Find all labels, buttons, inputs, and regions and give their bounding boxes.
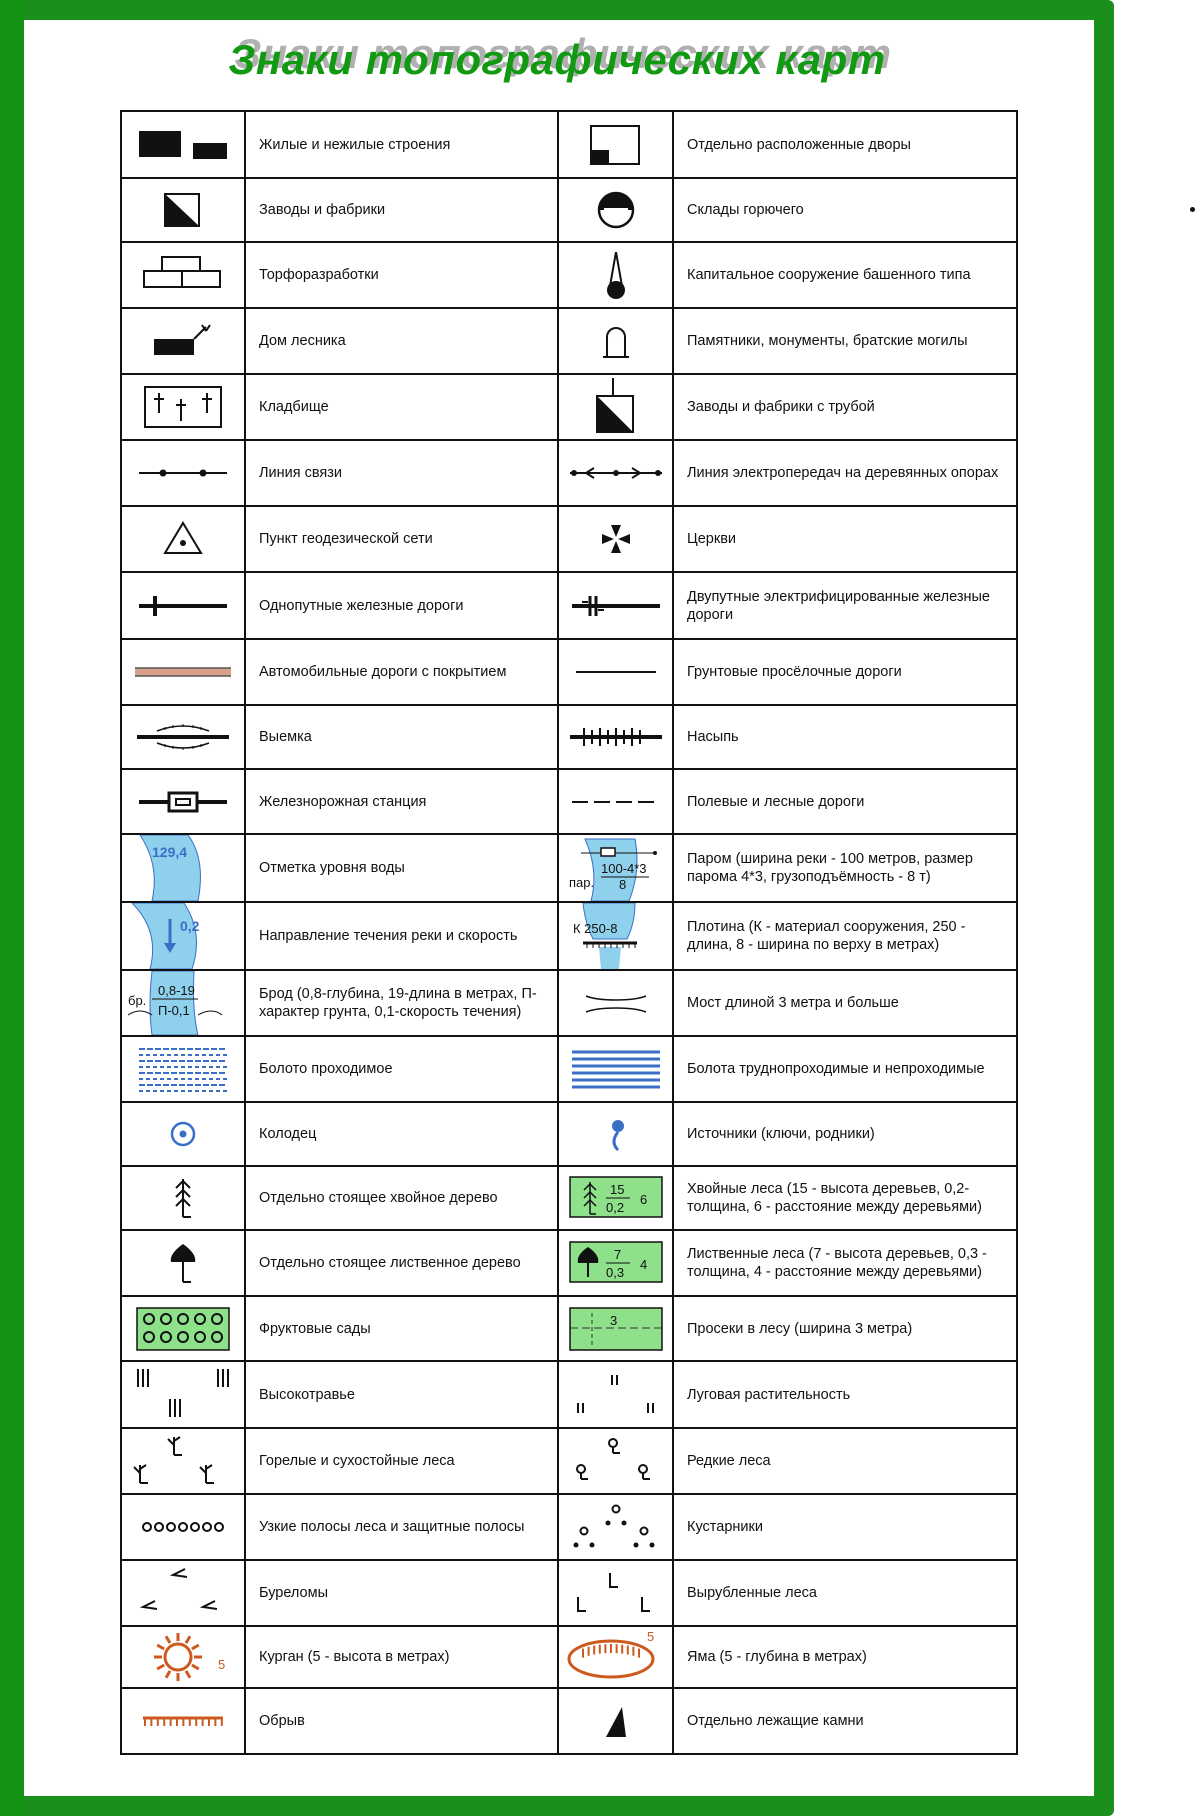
legend-label: [673, 834, 1017, 902]
legend-label: [673, 1166, 1017, 1230]
legend-label-text: Источники (ключи, родники): [687, 1126, 875, 1142]
legend-label: [245, 308, 558, 374]
legend-label: [673, 111, 1017, 178]
legend-label: [673, 1102, 1017, 1166]
forest-clearing-icon: [558, 1296, 673, 1361]
legend-label: [245, 1626, 558, 1688]
legend-label: [245, 1688, 558, 1754]
legend-label: [673, 506, 1017, 572]
single-railway-icon: [121, 572, 245, 639]
legend-row: [121, 902, 1017, 970]
legend-label-text: Выемка: [259, 729, 312, 745]
legend-label: [245, 639, 558, 705]
legend-label: [245, 178, 558, 242]
legend-label: [245, 834, 558, 902]
legend-row: [121, 1626, 1017, 1688]
legend-row: [121, 1361, 1017, 1428]
legend-label-text: Колодец: [259, 1126, 317, 1142]
legend-label-text: Болото проходимое: [259, 1061, 393, 1077]
symbol-annotation: 5: [646, 1629, 654, 1644]
legend-label-text: Полевые и лесные дороги: [687, 793, 865, 810]
legend-label-text: Капитальное сооружение башенного типа: [687, 267, 971, 283]
legend-row: [121, 1230, 1017, 1296]
legend-label-text: Высокотравье: [259, 1386, 355, 1403]
legend-label-text: Луговая растительность: [687, 1386, 851, 1403]
page-title: Знаки топографических карт: [228, 36, 886, 83]
legend-label-text: Грунтовые просёлочные дороги: [687, 664, 902, 680]
cut-forest-icon: [558, 1560, 673, 1626]
sparse-forest-icon: [558, 1428, 673, 1494]
legend-label: [673, 1560, 1017, 1626]
legend-label: [245, 242, 558, 308]
legend-row: [121, 374, 1017, 440]
monument-icon: [558, 308, 673, 374]
legend-label-text: Жилые и нежилые строения: [259, 136, 451, 153]
symbol-annotation: 0,8-19: [158, 983, 195, 998]
field-road-icon: [558, 769, 673, 834]
church-icon: [558, 506, 673, 572]
legend-row: [121, 178, 1017, 242]
legend-label: [673, 769, 1017, 834]
meadow-icon: [558, 1361, 673, 1428]
legend-label-text: Лиственные леса (7 - высота деревьев, 0,3 - толщина, 4 - расстояние между деревьями): [687, 1246, 987, 1280]
forest-strip-icon: [121, 1494, 245, 1560]
legend-row: [121, 1560, 1017, 1626]
legend-label: [673, 902, 1017, 970]
water-level-icon: [121, 834, 245, 902]
tall-grass-icon: [121, 1361, 245, 1428]
shrubs-icon: [558, 1494, 673, 1560]
legend-label: [673, 639, 1017, 705]
legend-label: [245, 506, 558, 572]
legend-row: [121, 572, 1017, 639]
legend-label: [673, 242, 1017, 308]
legend-label: [245, 970, 558, 1036]
legend-label-text: Отдельно стоящее лиственное дерево: [259, 1255, 521, 1271]
legend-row: [121, 1688, 1017, 1754]
legend-label-text: Брод (0,8-глубина, 19-длина в метрах, П-характер грунта, 0,1-скорость течения): [259, 986, 537, 1020]
legend-label-text: Направление течения реки и скорость: [259, 928, 518, 944]
legend-label-text: Торфоразработки: [259, 267, 379, 283]
legend-label: [245, 1560, 558, 1626]
ferry-icon: [558, 834, 673, 902]
dam-icon: [558, 902, 673, 970]
legend-label-text: Заводы и фабрики: [259, 202, 386, 218]
buildings-icon: [121, 111, 245, 178]
bridge-icon: [558, 970, 673, 1036]
tower-icon: [558, 242, 673, 308]
legend-label-text: Линия связи: [259, 465, 342, 481]
factory-chimney-icon: [558, 374, 673, 440]
legend-label-text: Насыпь: [687, 729, 739, 745]
legend-row: [121, 705, 1017, 769]
legend-label: [245, 572, 558, 639]
orchard-icon: [121, 1296, 245, 1361]
legend-label: [245, 705, 558, 769]
symbol-annotation: 6: [639, 1192, 647, 1207]
deciduous-forest-icon: [558, 1230, 673, 1296]
symbol-annotation: 0,3: [605, 1265, 624, 1280]
spring-icon: [558, 1102, 673, 1166]
railway-station-icon: [121, 769, 245, 834]
legend-label-text: Отдельно лежащие камни: [687, 1713, 864, 1729]
legend-label: [245, 1494, 558, 1560]
deciduous-tree-icon: [121, 1230, 245, 1296]
legend-row: [121, 111, 1017, 178]
legend-label-text: Заводы и фабрики с трубой: [687, 399, 875, 415]
passable-swamp-icon: [121, 1036, 245, 1102]
legend-row: [121, 506, 1017, 572]
legend-label-text: Редкие леса: [687, 1453, 771, 1469]
legend-label: [673, 1036, 1017, 1102]
legend-label-text: Фруктовые сады: [259, 1320, 371, 1337]
symbol-annotation: П-0,1: [158, 1003, 190, 1018]
peat-mining-icon: [121, 242, 245, 308]
legend-label: [673, 374, 1017, 440]
legend-label-text: Горелые и сухостойные леса: [259, 1453, 455, 1469]
legend-label-text: Просеки в лесу (ширина 3 метра): [687, 1320, 913, 1337]
legend-label: [673, 440, 1017, 506]
legend-label-text: Пункт геодезической сети: [259, 531, 433, 547]
legend-label: [245, 1102, 558, 1166]
legend-label-text: Церкви: [687, 531, 737, 547]
legend-row: [121, 769, 1017, 834]
legend-label: [673, 308, 1017, 374]
symbol-annotation: 129,4: [152, 844, 188, 860]
legend-label-text: Узкие полосы леса и защитные полосы: [259, 1519, 525, 1535]
mound-icon: [121, 1626, 245, 1688]
legend-row: [121, 834, 1017, 902]
symbol-annotation: 8: [619, 877, 627, 892]
legend-label-text: Линия электропередач на деревянных опорах: [687, 465, 999, 481]
dirt-road-icon: [558, 639, 673, 705]
legend-table: [120, 110, 1018, 1755]
legend-label-text: Склады горючего: [687, 202, 804, 218]
legend-label: [673, 1494, 1017, 1560]
legend-label: [245, 902, 558, 970]
legend-label-text: Однопутные железные дороги: [259, 597, 464, 614]
legend-label-text: Паром (ширина реки - 100 метров, размер парома 4*3, грузоподъёмность - 8 т): [687, 851, 973, 885]
legend-label: [673, 705, 1017, 769]
legend-row: [121, 639, 1017, 705]
well-icon: [121, 1102, 245, 1166]
symbol-annotation: 15: [609, 1182, 624, 1197]
legend-label-text: Обрыв: [259, 1713, 305, 1729]
legend-row: [121, 1296, 1017, 1361]
cemetery-icon: [121, 374, 245, 440]
legend-label: [245, 1296, 558, 1361]
legend-label: [673, 970, 1017, 1036]
symbol-annotation: 5: [218, 1657, 226, 1672]
legend-label-text: Вырубленные леса: [687, 1585, 817, 1601]
symbol-annotation: 3: [609, 1312, 617, 1328]
legend-row: [121, 1428, 1017, 1494]
legend-row: [121, 1494, 1017, 1560]
legend-label-text: Яма (5 - глубина в метрах): [687, 1649, 867, 1665]
legend-label: [245, 1036, 558, 1102]
symbol-annotation: 7: [613, 1247, 621, 1262]
legend-label: [673, 1428, 1017, 1494]
boulder-icon: [558, 1688, 673, 1754]
legend-label: [245, 1166, 558, 1230]
legend-label-text: Хвойные леса (15 - высота деревьев, 0,2-толщина, 6 - расстояние между деревьями): [687, 1181, 982, 1215]
cliff-icon: [121, 1688, 245, 1754]
legend-label-text: Дом лесника: [259, 333, 346, 349]
conifer-forest-icon: [558, 1166, 673, 1230]
detached-yard-icon: [558, 111, 673, 178]
conifer-tree-icon: [121, 1166, 245, 1230]
legend-label-text: Двупутные электрифицированные железные дороги: [687, 588, 990, 623]
river-flow-icon: [121, 902, 245, 970]
impassable-swamp-icon: [558, 1036, 673, 1102]
pit-icon: [558, 1626, 673, 1688]
legend-label: [673, 1230, 1017, 1296]
comm-line-icon: [121, 440, 245, 506]
symbol-annotation: 0,2: [605, 1200, 624, 1215]
burnt-forest-icon: [121, 1428, 245, 1494]
legend-label: [245, 440, 558, 506]
legend-row: [121, 308, 1017, 374]
legend-label-text: Отдельно расположенные дворы: [687, 136, 911, 153]
geodetic-point-icon: [121, 506, 245, 572]
legend-label: [673, 1688, 1017, 1754]
symbol-annotation: бр.: [128, 993, 147, 1008]
legend-label: [673, 572, 1017, 639]
power-line-icon: [558, 440, 673, 506]
legend-label-text: Отметка уровня воды: [259, 860, 405, 876]
stray-dot: [1190, 207, 1195, 212]
embankment-icon: [558, 705, 673, 769]
windfall-icon: [121, 1560, 245, 1626]
legend-label-text: Памятники, монументы, братские могилы: [687, 333, 968, 349]
legend-label: [245, 111, 558, 178]
legend-label-text: Кладбище: [259, 399, 329, 415]
legend-row: [121, 1166, 1017, 1230]
legend-label-text: Буреломы: [259, 1585, 329, 1601]
symbol-annotation: 100-4*3: [601, 861, 647, 876]
legend-label: [245, 1230, 558, 1296]
double-railway-icon: [558, 572, 673, 639]
legend-label: [245, 1361, 558, 1428]
legend-label: [245, 374, 558, 440]
paved-road-icon: [121, 639, 245, 705]
ford-icon: [121, 970, 245, 1036]
legend-label-text: Отдельно стоящее хвойное дерево: [259, 1190, 498, 1206]
legend-label: [673, 1626, 1017, 1688]
cutting-icon: [121, 705, 245, 769]
forester-house-icon: [121, 308, 245, 374]
fuel-depot-icon: [558, 178, 673, 242]
symbol-annotation: 0,2: [180, 918, 200, 934]
legend-row: [121, 1036, 1017, 1102]
legend-label: [673, 1361, 1017, 1428]
legend-label-text: Болота труднопроходимые и непроходимые: [687, 1061, 985, 1077]
legend-row: [121, 970, 1017, 1036]
legend-label-text: Мост длиной 3 метра и больше: [687, 995, 899, 1011]
legend-row: [121, 242, 1017, 308]
symbol-annotation: К 250-8: [573, 921, 618, 936]
legend-label-text: Кустарники: [687, 1519, 763, 1535]
symbol-annotation: пар.: [569, 875, 595, 890]
legend-label-text: Железнорожная станция: [259, 793, 427, 810]
legend-label-text: Плотина (К - материал сооружения, 250 - длина, 8 - ширина по верху в метрах): [687, 919, 966, 953]
symbol-annotation: 4: [639, 1257, 647, 1272]
legend-row: [121, 440, 1017, 506]
legend-label-text: Автомобильные дороги с покрытием: [259, 664, 507, 680]
legend-label: [245, 1428, 558, 1494]
legend-label: [673, 1296, 1017, 1361]
legend-label: [245, 769, 558, 834]
legend-label: [673, 178, 1017, 242]
legend-row: [121, 1102, 1017, 1166]
legend-label-text: Курган (5 - высота в метрах): [259, 1649, 450, 1665]
factory-icon: [121, 178, 245, 242]
